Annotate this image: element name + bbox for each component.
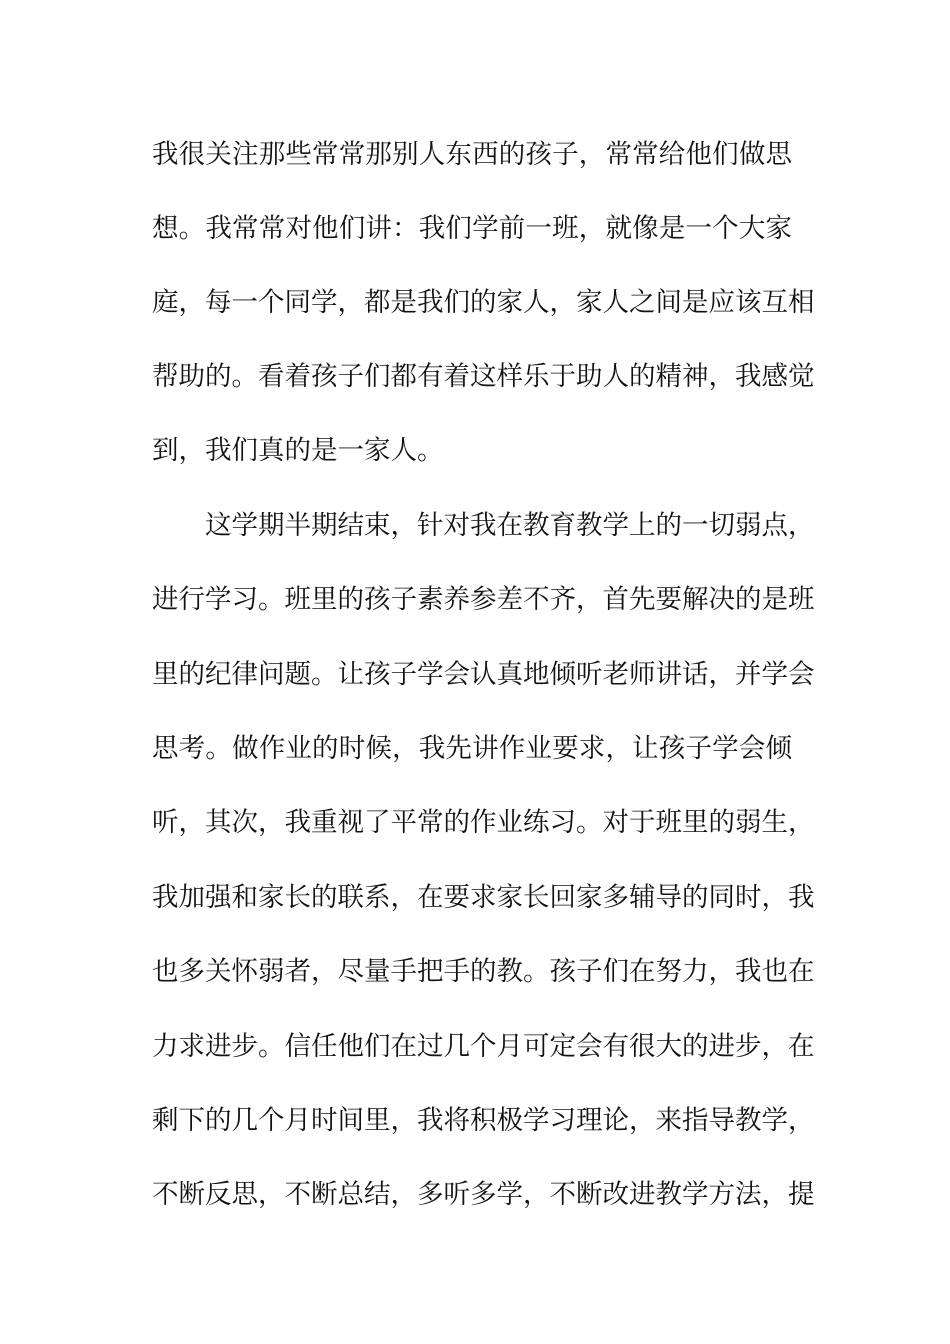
text-line: 剩下的几个月时间里，我将积极学习理论，来指导教学， (152, 1105, 815, 1136)
text-line: 不断反思，不断总结，多听多学，不断改进教学方法，提 (152, 1179, 815, 1210)
text-line: 力求进步。信任他们在过几个月可定会有很大的进步，在 (152, 1031, 815, 1062)
text-line: 庭，每一个同学，都是我们的家人，家人之间是应该互相 (152, 287, 815, 318)
text-line: 进行学习。班里的孩子素养参差不齐，首先要解决的是班 (152, 584, 815, 615)
text-line: 想。我常常对他们讲：我们学前一班，就像是一个大家 (152, 213, 792, 244)
text-line: 也多关怀弱者，尽量手把手的教。孩子们在努力，我也在 (152, 956, 815, 987)
text-line: 思考。做作业的时候，我先讲作业要求，让孩子学会倾 (152, 733, 792, 764)
text-line: 到，我们真的是一家人。 (152, 435, 444, 466)
text-line: 我很关注那些常常那别人东西的孩子，常常给他们做思 (152, 139, 792, 170)
paragraph-first-line: 这学期半期结束，针对我在教育教学上的一切弱点， (205, 510, 815, 541)
text-line: 帮助的。看着孩子们都有着这样乐于助人的精神，我感觉 (152, 361, 815, 392)
text-line: 我加强和家长的联系，在要求家长回家多辅导的同时，我 (152, 882, 815, 913)
text-line: 里的纪律问题。让孩子学会认真地倾听老师讲话，并学会 (152, 659, 815, 690)
text-line: 听，其次，我重视了平常的作业练习。对于班里的弱生， (152, 807, 815, 838)
